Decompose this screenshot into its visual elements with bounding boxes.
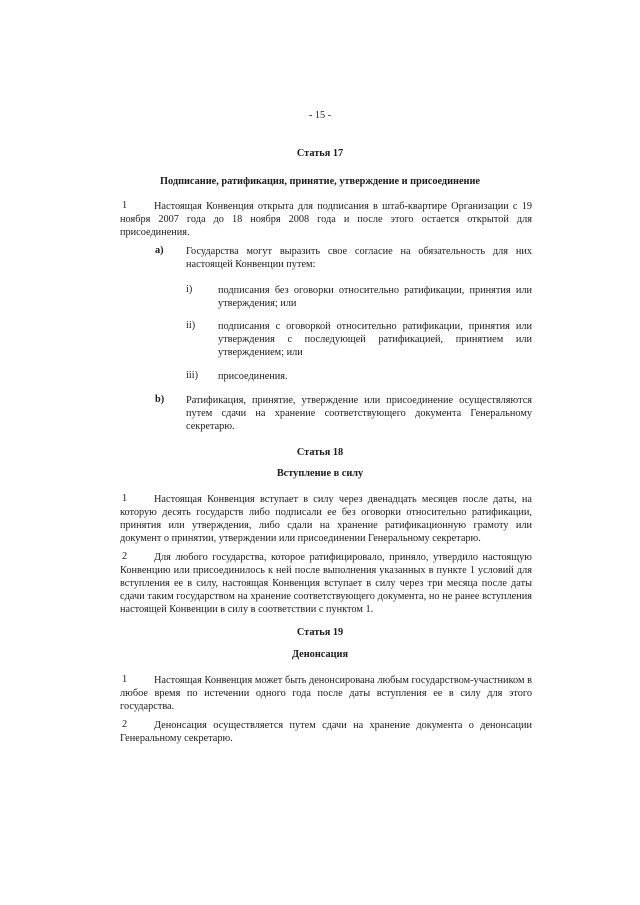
article-18-paragraph-2: Для любого государства, которое ратифицировало, приняло, утвердило настоящую Конвенцию или присоединилось к ней после выполнения указанных в пункте 1 условий для вступления ее в силу, настоящая Конвенция вступает в силу через три месяца после даты сдачи таким государством на хранение соответствующего документа, но не ранее вступления настоящей Конвенции в силу в соответствии с пунктом 1. (120, 552, 532, 615)
article-17-paragraph-1: Настоящая Конвенция открыта для подписания в штаб-квартире Организации с 19 ноября 2007 года до 18 ноября 2008 года и после этого остается открытой для присоединения. (120, 201, 532, 238)
article-19-paragraph-2: Денонсация осуществляется путем сдачи на хранение документа о денонсации Генеральному секретарю. (120, 720, 532, 744)
item-iii-text: присоединения. (218, 371, 288, 382)
article-18-paragraph-1: Настоящая Конвенция вступает в силу через двенадцать месяцев после даты, на которую десять государств либо подписали ее без оговорки относительно ратификации, принятия или утверждения, либо сдали на хранение ратификационную грамоту или документ о принятии, утверждении или присоединении Генеральному секретарю. (120, 494, 532, 544)
item-ii-label: ii) (186, 320, 196, 331)
item-a-text: Государства могут выразить свое согласие на обязательность для них настоящей Конвенции путем: (186, 246, 532, 270)
page-number: - 15 - (308, 110, 332, 121)
article-19-paragraph-1-number: 1 (122, 674, 128, 685)
article-17-paragraph-1-number: 1 (122, 200, 128, 211)
article-19-paragraph-1: Настоящая Конвенция может быть денонсирована любым государством-участником в любое время по истечении одного года после даты вступления ее в силу для этого государства. (120, 675, 532, 712)
item-i-text: подписания без оговорки относительно ратификации, принятия или утверждения; или (218, 285, 532, 309)
item-a-label: a) (155, 245, 164, 256)
item-iii-label: iii) (186, 370, 199, 381)
article-18-paragraph-2-number: 2 (122, 551, 128, 562)
article-17-subtitle: Подписание, ратификация, принятие, утверждение и присоединение (160, 176, 480, 187)
article-18-paragraph-1-number: 1 (122, 493, 128, 504)
article-18-subtitle: Вступление в силу (276, 468, 364, 479)
article-17-title: Статья 17 (296, 148, 344, 159)
article-19-title: Статья 19 (296, 627, 344, 638)
item-ii-text: подписания с оговоркой относительно ратификации, принятия или утверждения с последующей ратификацией, принятием или утверждением; или (218, 321, 532, 358)
item-b-text: Ратификация, принятие, утверждение или присоединение осуществляются путем сдачи на хранение соответствующего документа Генеральному секретарю. (186, 395, 532, 432)
item-i-label: i) (186, 284, 193, 295)
item-b-label: b) (155, 394, 165, 405)
article-18-title: Статья 18 (296, 447, 344, 458)
article-19-subtitle: Денонсация (291, 649, 349, 660)
article-19-paragraph-2-number: 2 (122, 719, 128, 730)
